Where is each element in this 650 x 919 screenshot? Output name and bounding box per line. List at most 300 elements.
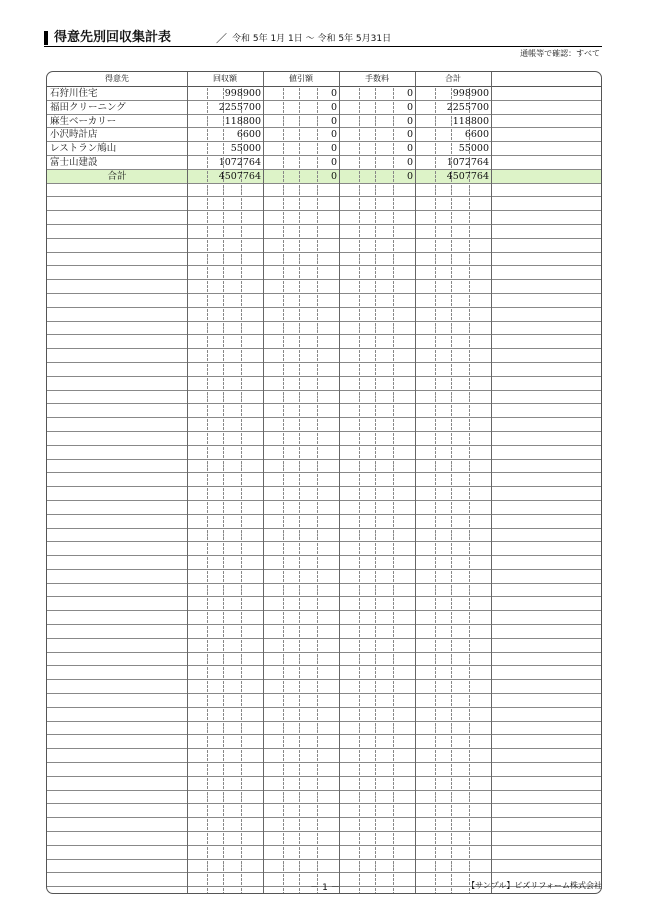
digit-separator bbox=[375, 419, 376, 430]
digit-separator bbox=[283, 792, 284, 803]
digit-separator bbox=[207, 433, 208, 444]
table-row bbox=[47, 584, 601, 598]
digit-separator bbox=[317, 681, 318, 692]
digit-separator bbox=[207, 833, 208, 844]
digit-separator bbox=[359, 667, 360, 678]
digit-separator bbox=[359, 640, 360, 651]
digit-separator bbox=[359, 419, 360, 430]
digit-separator bbox=[393, 778, 394, 789]
digit-separator bbox=[359, 833, 360, 844]
digit-separator bbox=[359, 254, 360, 265]
digit-separator bbox=[469, 626, 470, 637]
table-row bbox=[47, 501, 601, 515]
digit-separator bbox=[393, 254, 394, 265]
digit-separator bbox=[207, 626, 208, 637]
digit-separator bbox=[375, 861, 376, 872]
table-row bbox=[47, 446, 601, 460]
digit-separator bbox=[435, 392, 436, 403]
digit-separator bbox=[283, 323, 284, 334]
digit-separator bbox=[451, 654, 452, 665]
digit-separator bbox=[375, 461, 376, 472]
digit-separator bbox=[469, 543, 470, 554]
table-row bbox=[47, 225, 601, 239]
digit-separator bbox=[359, 461, 360, 472]
digit-separator bbox=[241, 254, 242, 265]
digit-separator bbox=[375, 488, 376, 499]
digit-separator bbox=[283, 833, 284, 844]
digit-separator bbox=[435, 819, 436, 830]
digit-separator bbox=[451, 364, 452, 375]
digit-separator bbox=[241, 350, 242, 361]
digit-separator bbox=[317, 323, 318, 334]
digit-separator bbox=[223, 212, 224, 223]
digit-separator bbox=[223, 723, 224, 734]
digit-separator bbox=[435, 502, 436, 513]
digit-separator bbox=[207, 861, 208, 872]
digit-separator bbox=[469, 819, 470, 830]
digit-separator bbox=[223, 281, 224, 292]
header-customer: 得意先 bbox=[105, 74, 129, 83]
digit-separator bbox=[469, 433, 470, 444]
digit-separator bbox=[223, 750, 224, 761]
digit-separator bbox=[317, 598, 318, 609]
digit-separator bbox=[393, 640, 394, 651]
digit-separator bbox=[359, 502, 360, 513]
digit-separator bbox=[393, 392, 394, 403]
digit-separator bbox=[283, 226, 284, 237]
digit-separator bbox=[435, 557, 436, 568]
digit-separator bbox=[435, 474, 436, 485]
digit-separator bbox=[451, 323, 452, 334]
digit-separator bbox=[223, 461, 224, 472]
digit-separator bbox=[317, 736, 318, 747]
digit-separator bbox=[317, 543, 318, 554]
digit-separator bbox=[451, 336, 452, 347]
digit-separator bbox=[207, 364, 208, 375]
digit-separator bbox=[375, 530, 376, 541]
digit-separator bbox=[299, 226, 300, 237]
digit-separator bbox=[317, 461, 318, 472]
digit-separator bbox=[435, 847, 436, 858]
digit-separator bbox=[223, 667, 224, 678]
digit-separator bbox=[375, 378, 376, 389]
digit-separator bbox=[317, 212, 318, 223]
digit-separator bbox=[299, 267, 300, 278]
digit-separator bbox=[299, 295, 300, 306]
digit-separator bbox=[451, 185, 452, 196]
digit-separator bbox=[469, 267, 470, 278]
digit-separator bbox=[469, 364, 470, 375]
digit-separator bbox=[393, 667, 394, 678]
digit-separator bbox=[207, 847, 208, 858]
digit-separator bbox=[359, 323, 360, 334]
digit-separator bbox=[375, 433, 376, 444]
digit-separator bbox=[299, 309, 300, 320]
digit-separator bbox=[359, 198, 360, 209]
digit-separator bbox=[299, 667, 300, 678]
digit-separator bbox=[393, 378, 394, 389]
digit-separator bbox=[299, 585, 300, 596]
digit-separator bbox=[241, 336, 242, 347]
digit-separator bbox=[223, 598, 224, 609]
digit-separator bbox=[283, 654, 284, 665]
table-row bbox=[47, 473, 601, 487]
digit-separator bbox=[283, 778, 284, 789]
digit-separator bbox=[207, 185, 208, 196]
table-row bbox=[47, 197, 601, 211]
digit-separator bbox=[241, 750, 242, 761]
digit-separator bbox=[223, 847, 224, 858]
table-row bbox=[47, 87, 601, 101]
digit-separator bbox=[469, 461, 470, 472]
digit-separator bbox=[299, 185, 300, 196]
digit-separator bbox=[375, 474, 376, 485]
header-blank bbox=[491, 72, 601, 86]
digit-separator bbox=[435, 695, 436, 706]
title-separator: ／ bbox=[216, 32, 227, 45]
digit-separator bbox=[207, 778, 208, 789]
digit-separator bbox=[241, 323, 242, 334]
table-row bbox=[47, 156, 601, 170]
digit-separator bbox=[299, 571, 300, 582]
digit-separator bbox=[283, 336, 284, 347]
digit-separator bbox=[435, 833, 436, 844]
digit-separator bbox=[283, 461, 284, 472]
digit-separator bbox=[375, 819, 376, 830]
table-row bbox=[47, 515, 601, 529]
digit-separator bbox=[299, 198, 300, 209]
digit-separator bbox=[241, 612, 242, 623]
digit-separator bbox=[469, 612, 470, 623]
digit-separator bbox=[317, 309, 318, 320]
collected-amount: 2255700 bbox=[218, 101, 261, 113]
digit-separator bbox=[207, 557, 208, 568]
digit-separator bbox=[451, 240, 452, 251]
digit-separator bbox=[299, 723, 300, 734]
digit-separator bbox=[435, 323, 436, 334]
digit-separator bbox=[359, 585, 360, 596]
collected-amount: 118800 bbox=[224, 115, 261, 127]
table-row bbox=[47, 846, 601, 860]
digit-separator bbox=[451, 585, 452, 596]
digit-separator bbox=[283, 585, 284, 596]
table-row bbox=[47, 432, 601, 446]
digit-separator bbox=[375, 640, 376, 651]
digit-separator bbox=[299, 819, 300, 830]
column-divider bbox=[339, 72, 340, 893]
digit-separator bbox=[451, 267, 452, 278]
digit-separator bbox=[223, 405, 224, 416]
digit-separator bbox=[283, 571, 284, 582]
table-row bbox=[47, 266, 601, 280]
digit-separator bbox=[241, 681, 242, 692]
digit-separator bbox=[359, 571, 360, 582]
digit-separator bbox=[299, 447, 300, 458]
digit-separator bbox=[283, 392, 284, 403]
digit-separator bbox=[451, 847, 452, 858]
digit-separator bbox=[375, 557, 376, 568]
digit-separator bbox=[283, 681, 284, 692]
digit-separator bbox=[469, 778, 470, 789]
digit-separator bbox=[283, 695, 284, 706]
digit-separator bbox=[451, 626, 452, 637]
table-row bbox=[47, 694, 601, 708]
discount-amount: 0 bbox=[330, 156, 337, 168]
digit-separator bbox=[469, 571, 470, 582]
digit-separator bbox=[469, 488, 470, 499]
customer-name: 福田クリーニング bbox=[50, 101, 126, 113]
digit-separator bbox=[469, 736, 470, 747]
digit-separator bbox=[451, 530, 452, 541]
digit-separator bbox=[241, 364, 242, 375]
digit-separator bbox=[299, 516, 300, 527]
digit-separator bbox=[469, 681, 470, 692]
digit-separator bbox=[451, 295, 452, 306]
digit-separator bbox=[359, 598, 360, 609]
digit-separator bbox=[469, 447, 470, 458]
customer-name: 石狩川住宅 bbox=[50, 88, 98, 99]
customer-name: 富士山建設 bbox=[50, 156, 98, 168]
digit-separator bbox=[223, 709, 224, 720]
digit-separator bbox=[207, 750, 208, 761]
digit-separator bbox=[359, 474, 360, 485]
collected-amount: 55000 bbox=[230, 143, 261, 155]
digit-separator bbox=[317, 240, 318, 251]
digit-separator bbox=[283, 488, 284, 499]
header-total: 合計 bbox=[445, 74, 461, 83]
digit-separator bbox=[241, 543, 242, 554]
digit-separator bbox=[223, 736, 224, 747]
digit-separator bbox=[359, 764, 360, 775]
digit-separator bbox=[375, 612, 376, 623]
digit-separator bbox=[469, 654, 470, 665]
digit-separator bbox=[451, 695, 452, 706]
table-row bbox=[47, 487, 601, 501]
digit-separator bbox=[435, 254, 436, 265]
digit-separator bbox=[451, 198, 452, 209]
table-row bbox=[47, 404, 601, 418]
digit-separator bbox=[435, 405, 436, 416]
fee-amount: 0 bbox=[406, 156, 413, 168]
digit-separator bbox=[299, 336, 300, 347]
digit-separator bbox=[241, 474, 242, 485]
digit-separator bbox=[375, 185, 376, 196]
digit-separator bbox=[359, 240, 360, 251]
digit-separator bbox=[207, 805, 208, 816]
digit-separator bbox=[375, 571, 376, 582]
digit-separator bbox=[317, 640, 318, 651]
digit-separator bbox=[299, 350, 300, 361]
digit-separator bbox=[223, 502, 224, 513]
digit-separator bbox=[359, 750, 360, 761]
digit-separator bbox=[469, 474, 470, 485]
digit-separator bbox=[375, 764, 376, 775]
digit-separator bbox=[223, 805, 224, 816]
digit-separator bbox=[299, 750, 300, 761]
digit-separator bbox=[223, 571, 224, 582]
digit-separator bbox=[451, 461, 452, 472]
digit-separator bbox=[207, 474, 208, 485]
table-row bbox=[47, 280, 601, 294]
digit-separator bbox=[359, 392, 360, 403]
digit-separator bbox=[223, 819, 224, 830]
digit-separator bbox=[317, 336, 318, 347]
digit-separator bbox=[359, 543, 360, 554]
digit-separator bbox=[393, 543, 394, 554]
digit-separator bbox=[359, 778, 360, 789]
digit-separator bbox=[241, 861, 242, 872]
digit-separator bbox=[435, 598, 436, 609]
digit-separator bbox=[299, 764, 300, 775]
header-discount: 値引額 bbox=[289, 74, 313, 83]
digit-separator bbox=[435, 861, 436, 872]
digit-separator bbox=[207, 309, 208, 320]
digit-separator bbox=[375, 240, 376, 251]
digit-separator bbox=[207, 654, 208, 665]
digit-separator bbox=[451, 281, 452, 292]
digit-separator bbox=[469, 640, 470, 651]
digit-separator bbox=[241, 226, 242, 237]
digit-separator bbox=[469, 240, 470, 251]
digit-separator bbox=[393, 557, 394, 568]
digit-separator bbox=[207, 323, 208, 334]
digit-separator bbox=[359, 612, 360, 623]
digit-separator bbox=[469, 502, 470, 513]
digit-separator bbox=[241, 667, 242, 678]
digit-separator bbox=[375, 309, 376, 320]
digit-separator bbox=[283, 474, 284, 485]
table-row bbox=[47, 860, 601, 874]
digit-separator bbox=[359, 626, 360, 637]
digit-separator bbox=[283, 819, 284, 830]
digit-separator bbox=[393, 267, 394, 278]
digit-separator bbox=[283, 640, 284, 651]
digit-separator bbox=[451, 750, 452, 761]
digit-separator bbox=[451, 709, 452, 720]
digit-separator bbox=[375, 626, 376, 637]
table-row bbox=[47, 680, 601, 694]
digit-separator bbox=[393, 695, 394, 706]
digit-separator bbox=[223, 861, 224, 872]
digit-separator bbox=[359, 267, 360, 278]
digit-separator bbox=[223, 447, 224, 458]
digit-separator bbox=[393, 681, 394, 692]
digit-separator bbox=[451, 723, 452, 734]
digit-separator bbox=[283, 378, 284, 389]
digit-separator bbox=[375, 364, 376, 375]
digit-separator bbox=[241, 295, 242, 306]
digit-separator bbox=[393, 833, 394, 844]
digit-separator bbox=[207, 240, 208, 251]
digit-separator bbox=[299, 833, 300, 844]
digit-separator bbox=[223, 681, 224, 692]
digit-separator bbox=[241, 309, 242, 320]
digit-separator bbox=[435, 226, 436, 237]
digit-separator bbox=[317, 833, 318, 844]
digit-separator bbox=[375, 267, 376, 278]
digit-separator bbox=[359, 447, 360, 458]
digit-separator bbox=[283, 447, 284, 458]
digit-separator bbox=[223, 336, 224, 347]
header-fee: 手数料 bbox=[365, 74, 389, 83]
digit-separator bbox=[283, 240, 284, 251]
digit-separator bbox=[359, 433, 360, 444]
digit-separator bbox=[393, 185, 394, 196]
digit-separator bbox=[207, 516, 208, 527]
digit-separator bbox=[223, 557, 224, 568]
digit-separator bbox=[451, 405, 452, 416]
digit-separator bbox=[375, 792, 376, 803]
digit-separator bbox=[241, 805, 242, 816]
digit-separator bbox=[469, 695, 470, 706]
digit-separator bbox=[317, 405, 318, 416]
digit-separator bbox=[435, 295, 436, 306]
digit-separator bbox=[469, 585, 470, 596]
digit-separator bbox=[375, 392, 376, 403]
confirmation-filter: 通帳等で確認：すべて bbox=[520, 49, 600, 58]
table-row bbox=[47, 735, 601, 749]
digit-separator bbox=[393, 281, 394, 292]
digit-separator bbox=[223, 433, 224, 444]
digit-separator bbox=[283, 254, 284, 265]
digit-separator bbox=[223, 419, 224, 430]
digit-separator bbox=[223, 654, 224, 665]
digit-separator bbox=[299, 681, 300, 692]
digit-separator bbox=[359, 723, 360, 734]
header-collected: 回収額 bbox=[213, 74, 237, 83]
digit-separator bbox=[393, 295, 394, 306]
digit-separator bbox=[435, 778, 436, 789]
table-row bbox=[47, 556, 601, 570]
customer-name: レストラン鳩山 bbox=[50, 143, 117, 155]
digit-separator bbox=[393, 819, 394, 830]
discount-amount: 0 bbox=[330, 143, 337, 155]
digit-separator bbox=[241, 530, 242, 541]
fee-amount: 0 bbox=[406, 143, 413, 155]
digit-separator bbox=[317, 626, 318, 637]
digit-separator bbox=[451, 598, 452, 609]
digit-separator bbox=[359, 792, 360, 803]
digit-separator bbox=[207, 461, 208, 472]
digit-separator bbox=[223, 295, 224, 306]
digit-separator bbox=[241, 281, 242, 292]
digit-separator bbox=[317, 585, 318, 596]
table-row bbox=[47, 542, 601, 556]
digit-separator bbox=[469, 557, 470, 568]
digit-separator bbox=[393, 530, 394, 541]
fee-amount: 0 bbox=[406, 170, 413, 182]
digit-separator bbox=[223, 392, 224, 403]
digit-separator bbox=[451, 254, 452, 265]
digit-separator bbox=[241, 488, 242, 499]
digit-separator bbox=[435, 792, 436, 803]
digit-separator bbox=[317, 378, 318, 389]
digit-separator bbox=[435, 654, 436, 665]
page-number: － 1 － bbox=[310, 883, 340, 893]
digit-separator bbox=[299, 626, 300, 637]
digit-separator bbox=[359, 516, 360, 527]
column-divider bbox=[491, 72, 492, 893]
digit-separator bbox=[451, 488, 452, 499]
digit-separator bbox=[223, 764, 224, 775]
row-total: 55000 bbox=[458, 143, 489, 155]
digit-separator bbox=[223, 378, 224, 389]
digit-separator bbox=[469, 516, 470, 527]
digit-separator bbox=[359, 805, 360, 816]
digit-separator bbox=[241, 447, 242, 458]
digit-separator bbox=[359, 309, 360, 320]
digit-separator bbox=[393, 626, 394, 637]
